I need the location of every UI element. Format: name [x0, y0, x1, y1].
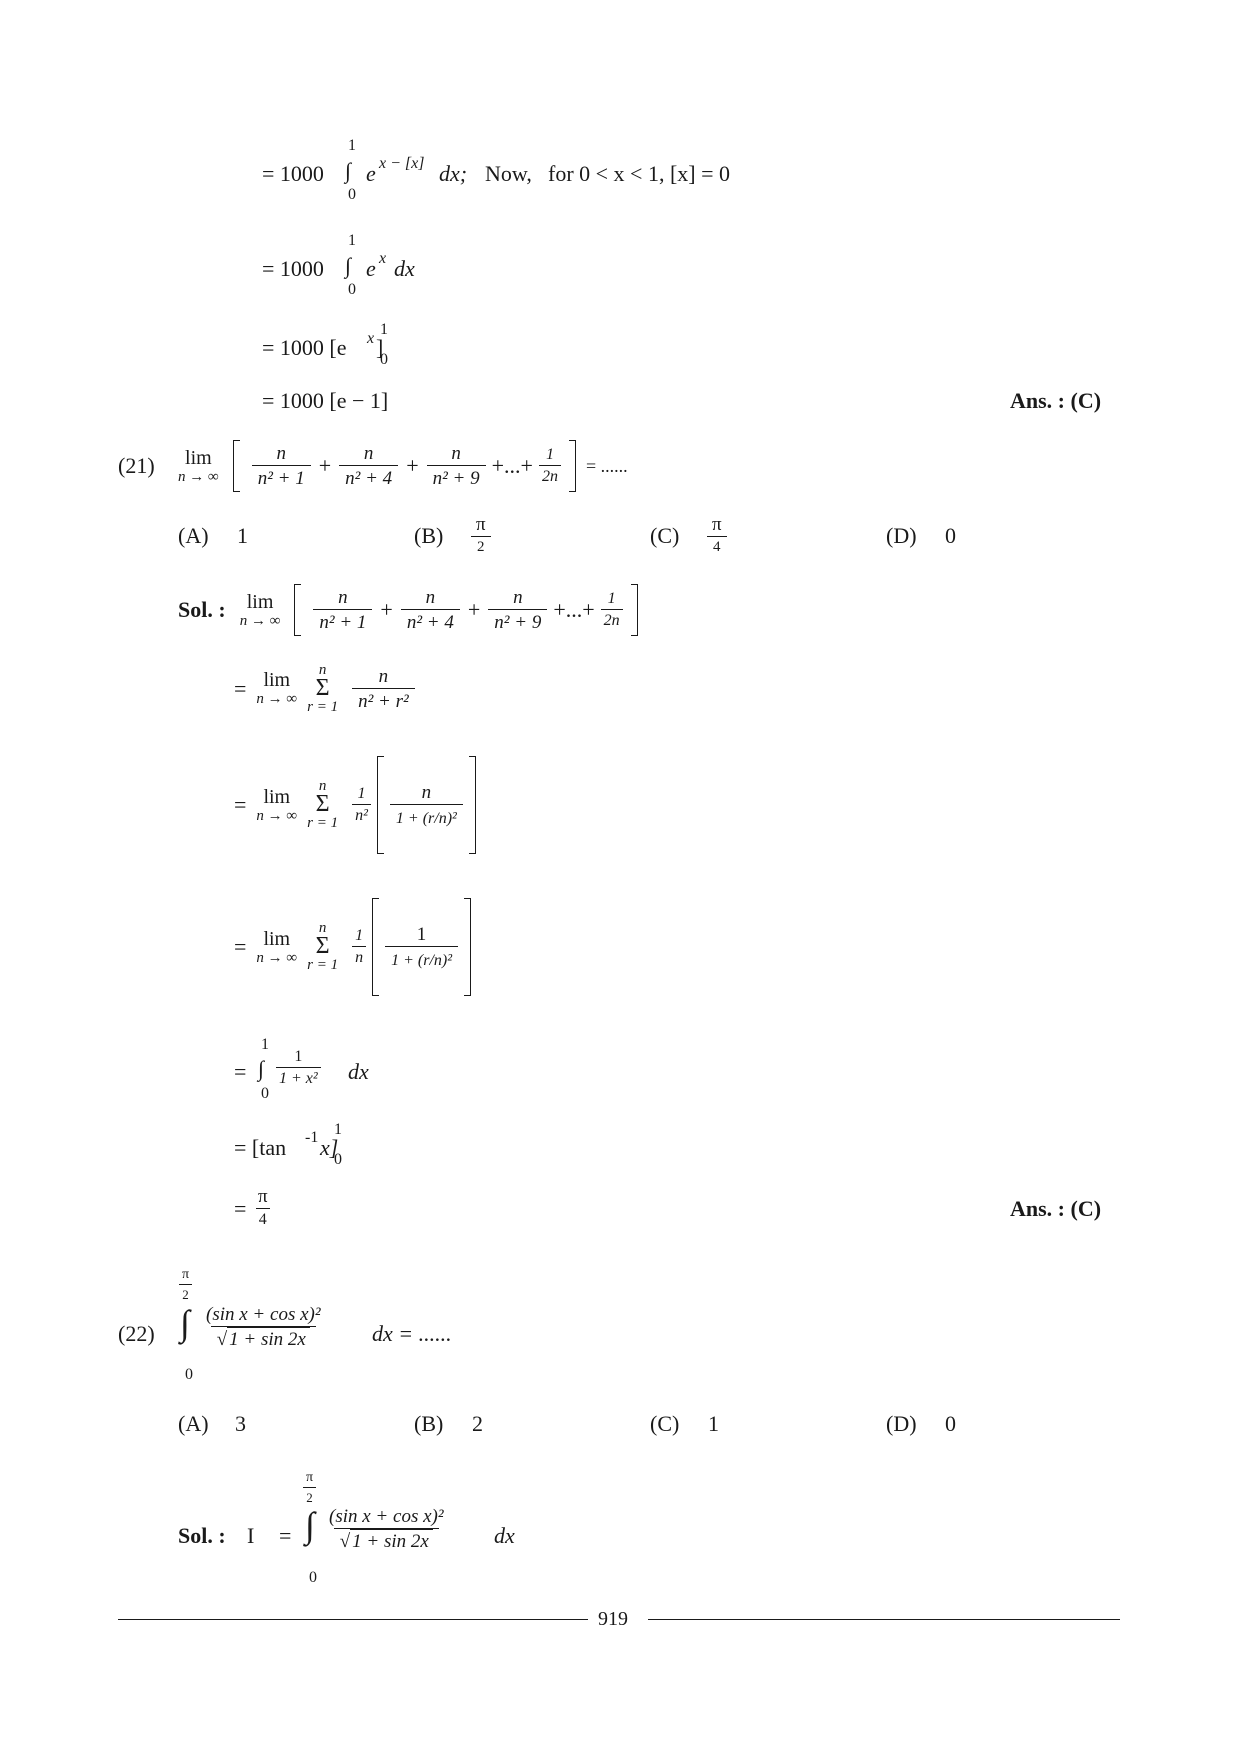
- upper-limit: 1: [261, 1036, 269, 1053]
- solution-21-line-1: [178, 584, 638, 636]
- lower-limit: 0: [309, 1569, 317, 1586]
- prefactor: $\frac{1}{n}$: [352, 928, 366, 966]
- lower-limit: 0: [334, 1151, 342, 1168]
- inner-fraction: $\frac{1}{\text{1 + (r/n)²}}$: [385, 925, 458, 969]
- step-a-upper-limit: 1: [348, 137, 356, 154]
- option-d-label: (D): [886, 523, 917, 548]
- limit: lim n → ∞: [256, 669, 298, 708]
- summation: n Σ r = 1: [307, 778, 339, 831]
- limit-label: lim: [185, 446, 212, 469]
- option-b-value: π 2: [470, 515, 492, 555]
- limit: [240, 592, 281, 629]
- arctan-close: x]: [320, 1135, 339, 1160]
- option-a-label: (A): [178, 523, 209, 548]
- last-term: $\frac{1}{2n}$: [601, 591, 623, 629]
- result-fraction: π 4: [255, 1187, 271, 1228]
- right-bracket: [569, 440, 576, 492]
- equals-sign: =: [234, 934, 247, 959]
- step-c-exponent: x: [367, 330, 375, 347]
- step-a-dx: dx;: [439, 161, 468, 186]
- answer-label: Ans. : (C): [1010, 1196, 1102, 1221]
- option-d-value: 0: [945, 1411, 956, 1436]
- integrand-fraction: $\frac{1}{\text{1 + x²}}$: [276, 1049, 321, 1087]
- summand: $\frac{n}{\text{n² + r²}}$: [352, 667, 415, 711]
- option-c-value: 1: [708, 1411, 719, 1436]
- lower-limit: 0: [185, 1366, 193, 1383]
- solution-label: Sol. :: [178, 1523, 226, 1548]
- step-c-close: ]: [376, 335, 384, 360]
- plus-sign: +: [380, 597, 393, 622]
- term-3: $\frac{n}{\text{n² + 9}}$: [488, 588, 547, 632]
- integral-sign: ∫: [180, 1303, 190, 1343]
- solution-21-line-3: [234, 756, 476, 854]
- step-a-note-now: Now,: [485, 161, 532, 186]
- step-b-integrand: e: [366, 256, 376, 281]
- equals-sign: =: [279, 1523, 292, 1548]
- left-bracket: [377, 756, 384, 854]
- upper-limit: $\frac{\pi}{2}$: [179, 1268, 192, 1301]
- limit: [178, 448, 219, 485]
- dx: dx: [494, 1523, 515, 1548]
- inner-fraction: $\frac{n}{\text{1 + (r/n)²}}$: [390, 783, 463, 827]
- limit-subscript: n → ∞: [178, 468, 219, 485]
- last-term: $\frac{1}{2n}$: [539, 447, 561, 485]
- step-d: = 1000 [e − 1]: [262, 388, 389, 413]
- upper-limit: $\frac{\pi}{2}$: [303, 1471, 316, 1504]
- plus-sign: +: [318, 453, 332, 478]
- option-a-value: 1: [237, 523, 248, 548]
- equals-sign: =: [234, 675, 247, 701]
- equals-dots: = ......: [585, 456, 628, 476]
- step-c-lower: 0: [380, 351, 388, 368]
- right-bracket: [469, 756, 476, 854]
- option-d-label: (D): [886, 1411, 917, 1436]
- term-1: $\frac{n}{\text{n² + 1}}$: [252, 444, 311, 488]
- step-c-upper: 1: [380, 321, 388, 338]
- step-a-integrand: e: [366, 161, 376, 186]
- question-number: (21): [118, 453, 155, 478]
- limit: lim n → ∞: [256, 927, 298, 966]
- term-2: $\frac{n}{\text{n² + 4}}$: [401, 588, 460, 632]
- question-number: (22): [118, 1321, 155, 1346]
- summation: n Σ r = 1: [307, 920, 339, 973]
- option-d-value: 0: [945, 523, 956, 548]
- left-bracket: [233, 440, 240, 492]
- option-b-value: 2: [472, 1411, 483, 1436]
- upper-limit: 1: [334, 1121, 342, 1138]
- plus-sign: +: [406, 453, 419, 478]
- option-c-label: (C): [650, 1411, 680, 1436]
- limit-subscript: n → ∞: [239, 612, 281, 629]
- footer-rule-left: [118, 1619, 588, 1620]
- page-number: 919: [598, 1608, 628, 1630]
- solution-21-line-4: [234, 898, 471, 996]
- option-b-label: (B): [414, 523, 444, 548]
- step-a-lower-limit: 0: [348, 186, 356, 203]
- term-3: $\frac{n}{\text{n² + 9}}$: [427, 444, 486, 488]
- term-1: $\frac{n}{\text{n² + 1}}$: [313, 588, 372, 632]
- equals-sign: =: [234, 792, 247, 817]
- equals-sign: =: [234, 1059, 247, 1084]
- limit: lim n → ∞: [256, 785, 298, 824]
- integrand-fraction: $\frac{\text{(sin x + cos x)²}}{√ 1 + \sin 2x}$: [206, 1304, 321, 1350]
- right-bracket: [464, 898, 471, 996]
- prefactor: $\frac{1}{\text{n²}}$: [352, 786, 371, 824]
- inverse-exponent: -1: [305, 1129, 319, 1146]
- limit-label: lim: [246, 590, 274, 613]
- arctan-open: = [tan: [234, 1135, 287, 1160]
- step-b-lower-limit: 0: [348, 281, 356, 298]
- option-a-label: (A): [178, 1411, 209, 1436]
- integrand-fraction: $\frac{\text{(sin x + cos x)²}}{√ 1 + \sin 2x}$: [329, 1506, 444, 1552]
- integral-sign: ∫: [345, 253, 352, 278]
- step-c-text: = 1000 [e: [262, 335, 347, 360]
- left-bracket: [294, 584, 301, 636]
- step-b-dx: dx: [394, 256, 415, 281]
- option-b-label: (B): [414, 1411, 444, 1436]
- lhs-variable: I: [247, 1523, 255, 1548]
- step-a-exponent: x − [x]: [379, 155, 425, 172]
- equals-sign: =: [234, 1196, 247, 1221]
- left-bracket: [372, 898, 379, 996]
- step-b-exponent: x: [379, 250, 387, 267]
- footer-rule-right: [648, 1619, 1120, 1620]
- summation: n Σ r = 1: [307, 662, 339, 715]
- plus-sign: +: [467, 597, 481, 622]
- step-a-note-condition: for 0 < x < 1, [x] = 0: [548, 161, 731, 186]
- lower-limit: 0: [261, 1085, 269, 1102]
- option-a-value: 3: [235, 1411, 246, 1436]
- option-c-value: π 4: [706, 515, 728, 555]
- integral-sign: ∫: [345, 158, 352, 183]
- question-21: [118, 440, 628, 492]
- dx-equals: dx = ......: [372, 1321, 452, 1346]
- right-bracket: [631, 584, 638, 636]
- solution-21-line-2: [234, 663, 415, 715]
- ellipsis: +...+: [553, 597, 595, 622]
- ellipsis: +...+: [491, 453, 533, 478]
- integral-sign: ∫: [258, 1056, 265, 1081]
- solution-label: Sol. :: [178, 597, 226, 622]
- step-a-equals: = 1000: [262, 161, 324, 186]
- step-b-upper-limit: 1: [348, 232, 356, 249]
- option-c-label: (C): [650, 523, 680, 548]
- step-b-equals: = 1000: [262, 256, 324, 281]
- integral-sign: ∫: [305, 1505, 315, 1545]
- term-2: $\frac{n}{\text{n² + 4}}$: [339, 444, 398, 488]
- answer-label: Ans. : (C): [1010, 388, 1102, 413]
- dx: dx: [348, 1059, 369, 1084]
